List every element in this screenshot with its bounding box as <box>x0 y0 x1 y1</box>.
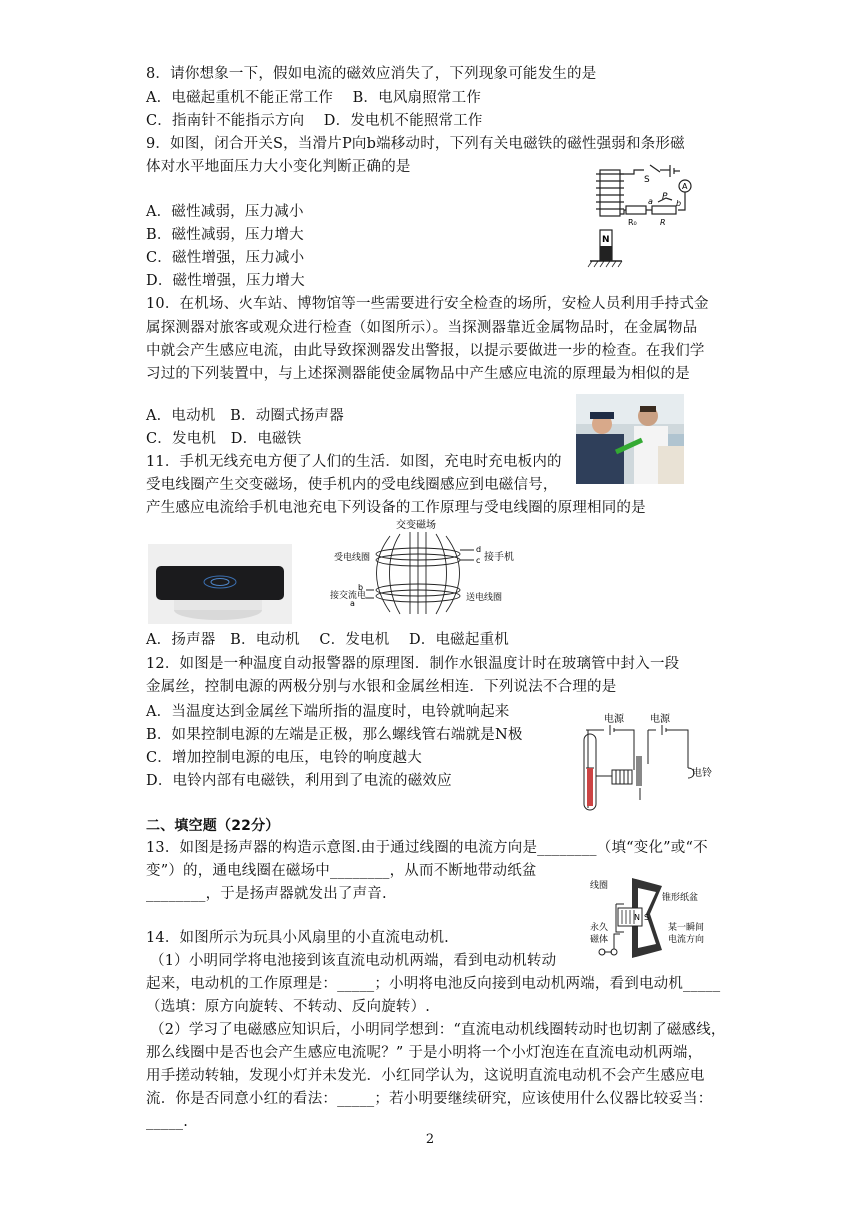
q14-part1-1: （1）小明同学将电池接到该直流电动机两端，看到电动机转动 <box>150 953 557 969</box>
q10-options-ab: A．电动机 B．动圈式扬声器 <box>146 408 344 424</box>
q10-security-photo <box>576 394 684 484</box>
transmitter-coil-label: 送电线圈 <box>466 593 503 603</box>
q10-stem-4: 习过的下列装置中，与上述探测器能使金属物品中产生感应电流的原理最为相似的是 <box>146 366 690 382</box>
q12-option-a: A．当温度达到金属丝下端所指的温度时，电铃就响起来 <box>146 704 510 720</box>
point-a-label: a <box>648 197 653 206</box>
page-number: 2 <box>425 1132 435 1147</box>
moment-label-1: 某一瞬间 <box>668 923 705 933</box>
q9-option-a: A．磁性减弱，压力减小 <box>146 204 304 220</box>
q14-part2-2: 那么线圈中是否也会产生感应电流呢？” 于是小明将一个小灯泡连在直流电动机两端， <box>146 1045 703 1061</box>
q8-options-cd: C．指南针不能指示方向 D．发电机不能照常工作 <box>146 113 483 129</box>
q14-part2-5: _____. <box>146 1114 189 1130</box>
q8-options-ab: A．电磁起重机不能正常工作 B．电风扇照常工作 <box>146 90 482 106</box>
point-d-label: d <box>476 545 482 554</box>
q14-stem: 14．如图所示为玩具小风扇里的小直流电动机. <box>146 930 449 946</box>
q14-part2-1: （2）学习了电磁感应知识后，小明同学想到：“直流电动机线圈转动时也切割了磁感线， <box>150 1022 726 1038</box>
ac-input-label: 接交流电 <box>330 591 367 601</box>
r-label: R <box>660 218 666 227</box>
magnet-n-label: N <box>602 235 610 245</box>
q10-options-cd: C．发电机 D．电磁铁 <box>146 431 302 447</box>
q13-stem-2: 变”）的，通电线圈在磁场中________，从而不断地带动纸盆 <box>146 863 537 879</box>
q9-stem-1: 9．如图，闭合开关S，当滑片P向b端移动时，下列有关电磁铁的磁性强弱和条形磁 <box>146 136 685 152</box>
q9-option-d: D．磁性增强，压力增大 <box>146 273 305 289</box>
point-b-label: b <box>358 583 364 592</box>
switch-label: S <box>644 175 650 185</box>
q9-option-b: B．磁性减弱，压力增大 <box>146 227 304 243</box>
q13-stem-1: 13．如图是扬声器的构造示意图.由于通过线圈的电流方向是________（填“变化”或“不 <box>146 840 708 856</box>
point-a-label: a <box>350 599 355 608</box>
q10-stem-3: 中就会产生感应电流，由此导致探测器发出警报，以提示要做进一步的检查。在我们学 <box>146 343 705 359</box>
control-power-label: 电源 <box>604 714 624 725</box>
q12-stem-1: 12．如图是一种温度自动报警器的原理图．制作水银温度计时在玻璃管中封入一段 <box>146 656 680 672</box>
q12-alarm-figure <box>578 708 728 818</box>
pole-s-label: S <box>644 913 650 922</box>
q9-circuit-figure <box>586 162 716 272</box>
point-c-label: c <box>476 556 481 565</box>
work-power-label: 电源 <box>650 714 670 725</box>
receiver-coil-label: 受电线圈 <box>334 553 371 563</box>
magnet-label-2: 磁体 <box>590 935 609 945</box>
q12-option-b: B．如果控制电源的左端是正极，那么螺线管右端就是N极 <box>146 727 523 743</box>
ac-field-label: 交变磁场 <box>396 520 436 531</box>
cone-label: 锥形纸盆 <box>662 893 699 903</box>
bell-label: 电铃 <box>692 768 712 779</box>
q9-option-c: C．磁性增强，压力减小 <box>146 250 305 266</box>
pole-n-label: N <box>634 913 640 922</box>
moment-label-2: 电流方向 <box>668 935 705 945</box>
q14-part2-4: 流．你是否同意小红的看法：_____；若小明要继续研究，应该使用什么仪器比较妥当： <box>146 1091 713 1107</box>
q13-stem-3: ________，于是扬声器就发出了声音. <box>146 886 387 902</box>
coil-label: 线圈 <box>590 881 609 891</box>
q12-stem-2: 金属丝，控制电源的两极分别与水银和金属丝相连．下列说法不合理的是 <box>146 679 617 695</box>
q10-stem-1: 10．在机场、火车站、博物馆等一些需要进行安全检查的场所，安检人员利用手持式金 <box>146 296 709 312</box>
q11-options: A．扬声器 B．电动机 C．发电机 D．电磁起重机 <box>146 632 509 648</box>
slider-label: P <box>662 192 668 202</box>
q9-stem-2: 体对水平地面压力大小变化判断正确的是 <box>146 159 411 175</box>
ammeter-label: A <box>682 182 688 191</box>
q12-option-d: D．电铃内部有电磁铁，利用到了电流的磁效应 <box>146 773 452 789</box>
q11-charger-photo <box>148 544 292 624</box>
q10-stem-2: 属探测器对旅客或观众进行检查（如图所示）。当探测器靠近金属物品时，在金属物品 <box>146 320 698 336</box>
q12-option-c: C．增加控制电源的电压，电铃的响度越大 <box>146 750 422 766</box>
section-fill-in-title: 二、填空题（22分） <box>146 818 280 834</box>
q14-part1-3: （选填：原方向旋转、不转动、反向旋转）. <box>146 999 431 1015</box>
q11-stem-2: 受电线圈产生交变磁场，使手机内的受电线圈感应到电磁信号， <box>146 477 558 493</box>
to-phone-label: 接手机 <box>484 552 514 563</box>
q11-stem-1: 11．手机无线充电方便了人们的生活．如图，充电时充电板内的 <box>146 454 562 470</box>
magnet-label-1: 永久 <box>590 923 609 933</box>
q8-stem: 8．请你想象一下，假如电流的磁效应消失了，下列现象可能发生的是 <box>146 66 597 82</box>
q14-part1-2: 起来，电动机的工作原理是：_____；小明将电池反向接到电动机两端，看到电动机_____ <box>146 976 721 992</box>
q13-speaker-figure <box>590 874 722 962</box>
q14-part2-3: 用手搓动转轴，发现小灯并未发光．小红同学认为，这说明直流电动机不会产生感应电 <box>146 1068 705 1084</box>
q11-stem-3: 产生感应电流给手机电池充电下列设备的工作原理与受电线圈的原理相同的是 <box>146 500 646 516</box>
point-b-label: b <box>676 199 682 208</box>
r0-label: R₀ <box>628 218 637 227</box>
q11-coil-diagram <box>330 516 520 620</box>
